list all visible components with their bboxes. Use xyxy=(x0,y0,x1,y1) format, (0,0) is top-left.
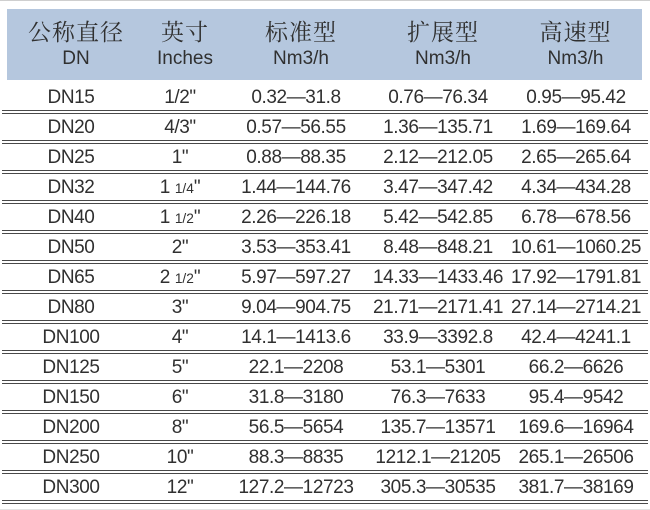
table-row xyxy=(2,474,648,504)
table-cell: 0.95—95.42 xyxy=(526,87,626,108)
table-cell: 2 1/2" xyxy=(159,267,201,288)
inch-fraction: 1/2 xyxy=(174,211,194,226)
column-unit: DN xyxy=(62,48,90,70)
table-cell: 5.97—597.27 xyxy=(241,267,351,288)
table-cell: 2.12—212.05 xyxy=(383,147,493,168)
table-cell: 169.6—16964 xyxy=(518,417,634,438)
table-cell: 0.57—56.55 xyxy=(246,117,346,138)
table-cell: 31.8—3180 xyxy=(248,387,344,408)
table-cell: 3" xyxy=(171,297,189,318)
table-row xyxy=(2,204,648,234)
table-cell: 305.3—30535 xyxy=(380,477,496,498)
table-cell: 1.69—169.64 xyxy=(521,117,631,138)
table-row xyxy=(2,84,648,114)
table-cell: DN250 xyxy=(42,447,100,468)
table-cell: 1.44—144.76 xyxy=(241,177,351,198)
table-cell: 56.5—5654 xyxy=(248,417,344,438)
table-cell: 17.92—1791.81 xyxy=(510,267,642,288)
column-title: 高速型 xyxy=(539,18,612,45)
column-unit: Nm3/h xyxy=(415,48,471,70)
table-cell: 0.76—76.34 xyxy=(388,87,488,108)
table-cell: 1.36—135.71 xyxy=(383,117,493,138)
table-cell: 10" xyxy=(166,447,194,468)
table-cell: 1/2" xyxy=(164,87,196,108)
table-cell: DN300 xyxy=(42,477,100,498)
column-header xyxy=(509,19,642,70)
table-cell: 135.7—13571 xyxy=(380,417,496,438)
table-cell: 4" xyxy=(171,327,189,348)
column-unit: Nm3/h xyxy=(273,48,329,70)
table-cell: 9.04—904.75 xyxy=(241,297,351,318)
table-cell: 53.1—5301 xyxy=(390,357,486,378)
table-row xyxy=(2,414,648,444)
table-cell: DN100 xyxy=(42,327,100,348)
table-cell: 8" xyxy=(171,417,189,438)
table-cell: DN32 xyxy=(47,177,95,198)
table-cell: DN125 xyxy=(42,357,100,378)
table-cell: DN200 xyxy=(42,417,100,438)
column-header xyxy=(377,19,509,70)
table-cell: DN25 xyxy=(47,147,95,168)
table-cell: 3.53—353.41 xyxy=(241,237,351,258)
table-cell: 1 1/4" xyxy=(159,177,201,198)
column-title: 标准型 xyxy=(265,18,337,45)
table-cell: 8.48—848.21 xyxy=(383,237,493,258)
table-row xyxy=(2,354,648,384)
table-row xyxy=(2,144,648,174)
table-cell: 10.61—1060.25 xyxy=(510,237,642,258)
table-cell: DN80 xyxy=(47,297,95,318)
table-row xyxy=(2,234,648,264)
inch-fraction: 1/2 xyxy=(174,271,194,286)
table-cell: 95.4—9542 xyxy=(528,387,624,408)
table-cell: 381.7—38169 xyxy=(518,477,634,498)
table-cell: 22.1—2208 xyxy=(248,357,344,378)
table-row xyxy=(2,174,648,204)
table-cell: 0.88—88.35 xyxy=(246,147,346,168)
table-cell: 4/3" xyxy=(164,117,196,138)
table-header-row xyxy=(7,9,642,80)
table-cell: 66.2—6626 xyxy=(528,357,624,378)
table-cell: 14.1—1413.6 xyxy=(241,327,351,348)
table-cell: 265.1—26506 xyxy=(518,447,634,468)
table-cell: DN15 xyxy=(47,87,95,108)
table-row xyxy=(2,294,648,324)
table-cell: DN20 xyxy=(47,117,95,138)
column-header xyxy=(7,19,145,70)
table-row xyxy=(2,324,648,354)
table-cell: 1 1/2" xyxy=(159,207,201,228)
table-row xyxy=(2,444,648,474)
table-cell: 1212.1—21205 xyxy=(375,447,501,468)
table-cell: 4.34—434.28 xyxy=(521,177,631,198)
inch-fraction: 1/4 xyxy=(174,181,194,196)
column-title: 扩展型 xyxy=(407,18,479,45)
table-cell: 1" xyxy=(171,147,189,168)
column-title: 公称直径 xyxy=(28,18,124,45)
table-cell: 3.47—347.42 xyxy=(383,177,493,198)
table-cell: 76.3—7633 xyxy=(390,387,486,408)
table-cell: 88.3—8835 xyxy=(248,447,344,468)
table-cell: DN65 xyxy=(47,267,95,288)
table-row xyxy=(2,384,648,414)
table-cell: 21.71—2171.41 xyxy=(372,297,504,318)
table-body xyxy=(2,84,648,504)
table-cell: 6" xyxy=(171,387,189,408)
table-row xyxy=(2,114,648,144)
table-cell: 5.42—542.85 xyxy=(383,207,493,228)
table-cell: 27.14—2714.21 xyxy=(510,297,642,318)
table-cell: DN150 xyxy=(42,387,100,408)
table-cell: 6.78—678.56 xyxy=(521,207,631,228)
column-unit: Nm3/h xyxy=(547,48,604,70)
column-header xyxy=(225,19,377,70)
table-cell: 14.33—1433.46 xyxy=(372,267,504,288)
table-cell: 127.2—12723 xyxy=(238,477,354,498)
table-cell: 42.4—4241.1 xyxy=(521,327,631,348)
table-cell: DN40 xyxy=(47,207,95,228)
table-cell: 0.32—31.8 xyxy=(251,87,341,108)
table-cell: 2.65—265.64 xyxy=(521,147,631,168)
table-cell: 5" xyxy=(171,357,189,378)
table-cell: DN50 xyxy=(47,237,95,258)
table-cell: 33.9—3392.8 xyxy=(383,327,493,348)
column-unit: Inches xyxy=(157,48,213,70)
column-title: 英寸 xyxy=(161,18,209,45)
table-cell: 12" xyxy=(166,477,194,498)
table-cell: 2" xyxy=(171,237,189,258)
column-header xyxy=(145,19,225,70)
table-row xyxy=(2,264,648,294)
table-cell: 2.26—226.18 xyxy=(241,207,351,228)
